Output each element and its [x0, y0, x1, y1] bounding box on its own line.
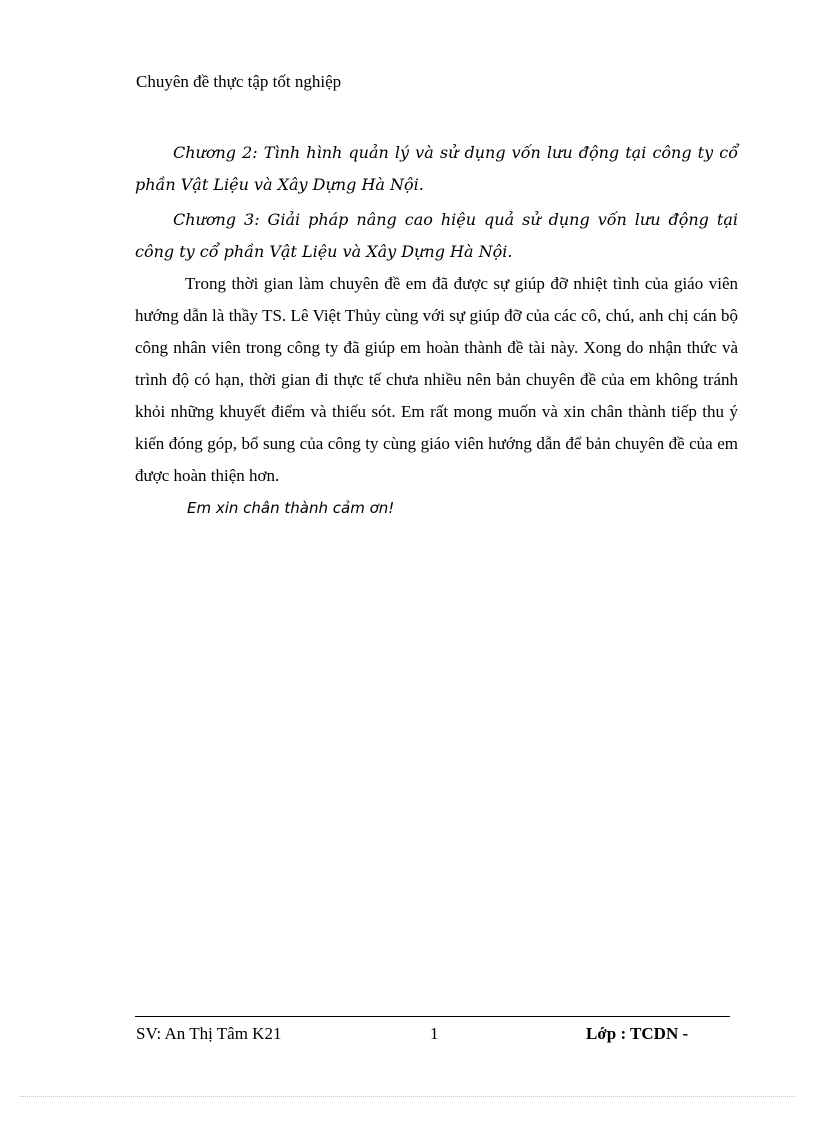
chapter-3-paragraph: Chương 3: Giải pháp nâng cao hiệu quả sử dụng vốn lưu động tại công ty cổ phần Vật Liệu và Xây Dựng Hà Nội. — [135, 210, 738, 261]
acknowledgement-paragraph: Trong thời gian làm chuyên đề em đã được sự giúp đỡ nhiệt tình của giáo viên hướng dẫn là thầy TS. Lê Việt Thủy cùng với sự giúp đỡ của các cô, chú, anh chị cán bộ công nhân viên trong công ty đã giúp em hoàn thành đề tài này. Xong do nhận thức và trình độ có hạn, thời gian đi thực tế chưa nhiều nên bản chuyên đề của em không tránh khỏi những khuyết điểm và thiếu sót. Em rất mong muốn và xin chân thành tiếp thu ý kiến đóng góp, bổ sung của công ty cùng giáo viên hướng dẫn để bản chuyên đề của em được hoàn thiện hơn. — [135, 274, 738, 485]
page-bottom-edge — [20, 1096, 796, 1097]
chapter-2-paragraph: Chương 2: Tình hình quản lý và sử dụng vốn lưu động tại công ty cổ phần Vật Liệu và Xây Dựng Hà Nội. — [135, 143, 738, 194]
footer-class-label: Lớp : TCDN - — [586, 1024, 689, 1043]
document-body — [135, 137, 738, 524]
page-header-title: Chuyên đề thực tập tốt nghiệp — [136, 72, 342, 91]
footer-divider — [135, 1016, 730, 1017]
footer-student-name: SV: An Thị Tâm K21 — [136, 1024, 282, 1043]
closing-thanks: Em xin chân thành cảm ơn! — [187, 499, 395, 517]
footer-page-number: 1 — [430, 1024, 439, 1043]
